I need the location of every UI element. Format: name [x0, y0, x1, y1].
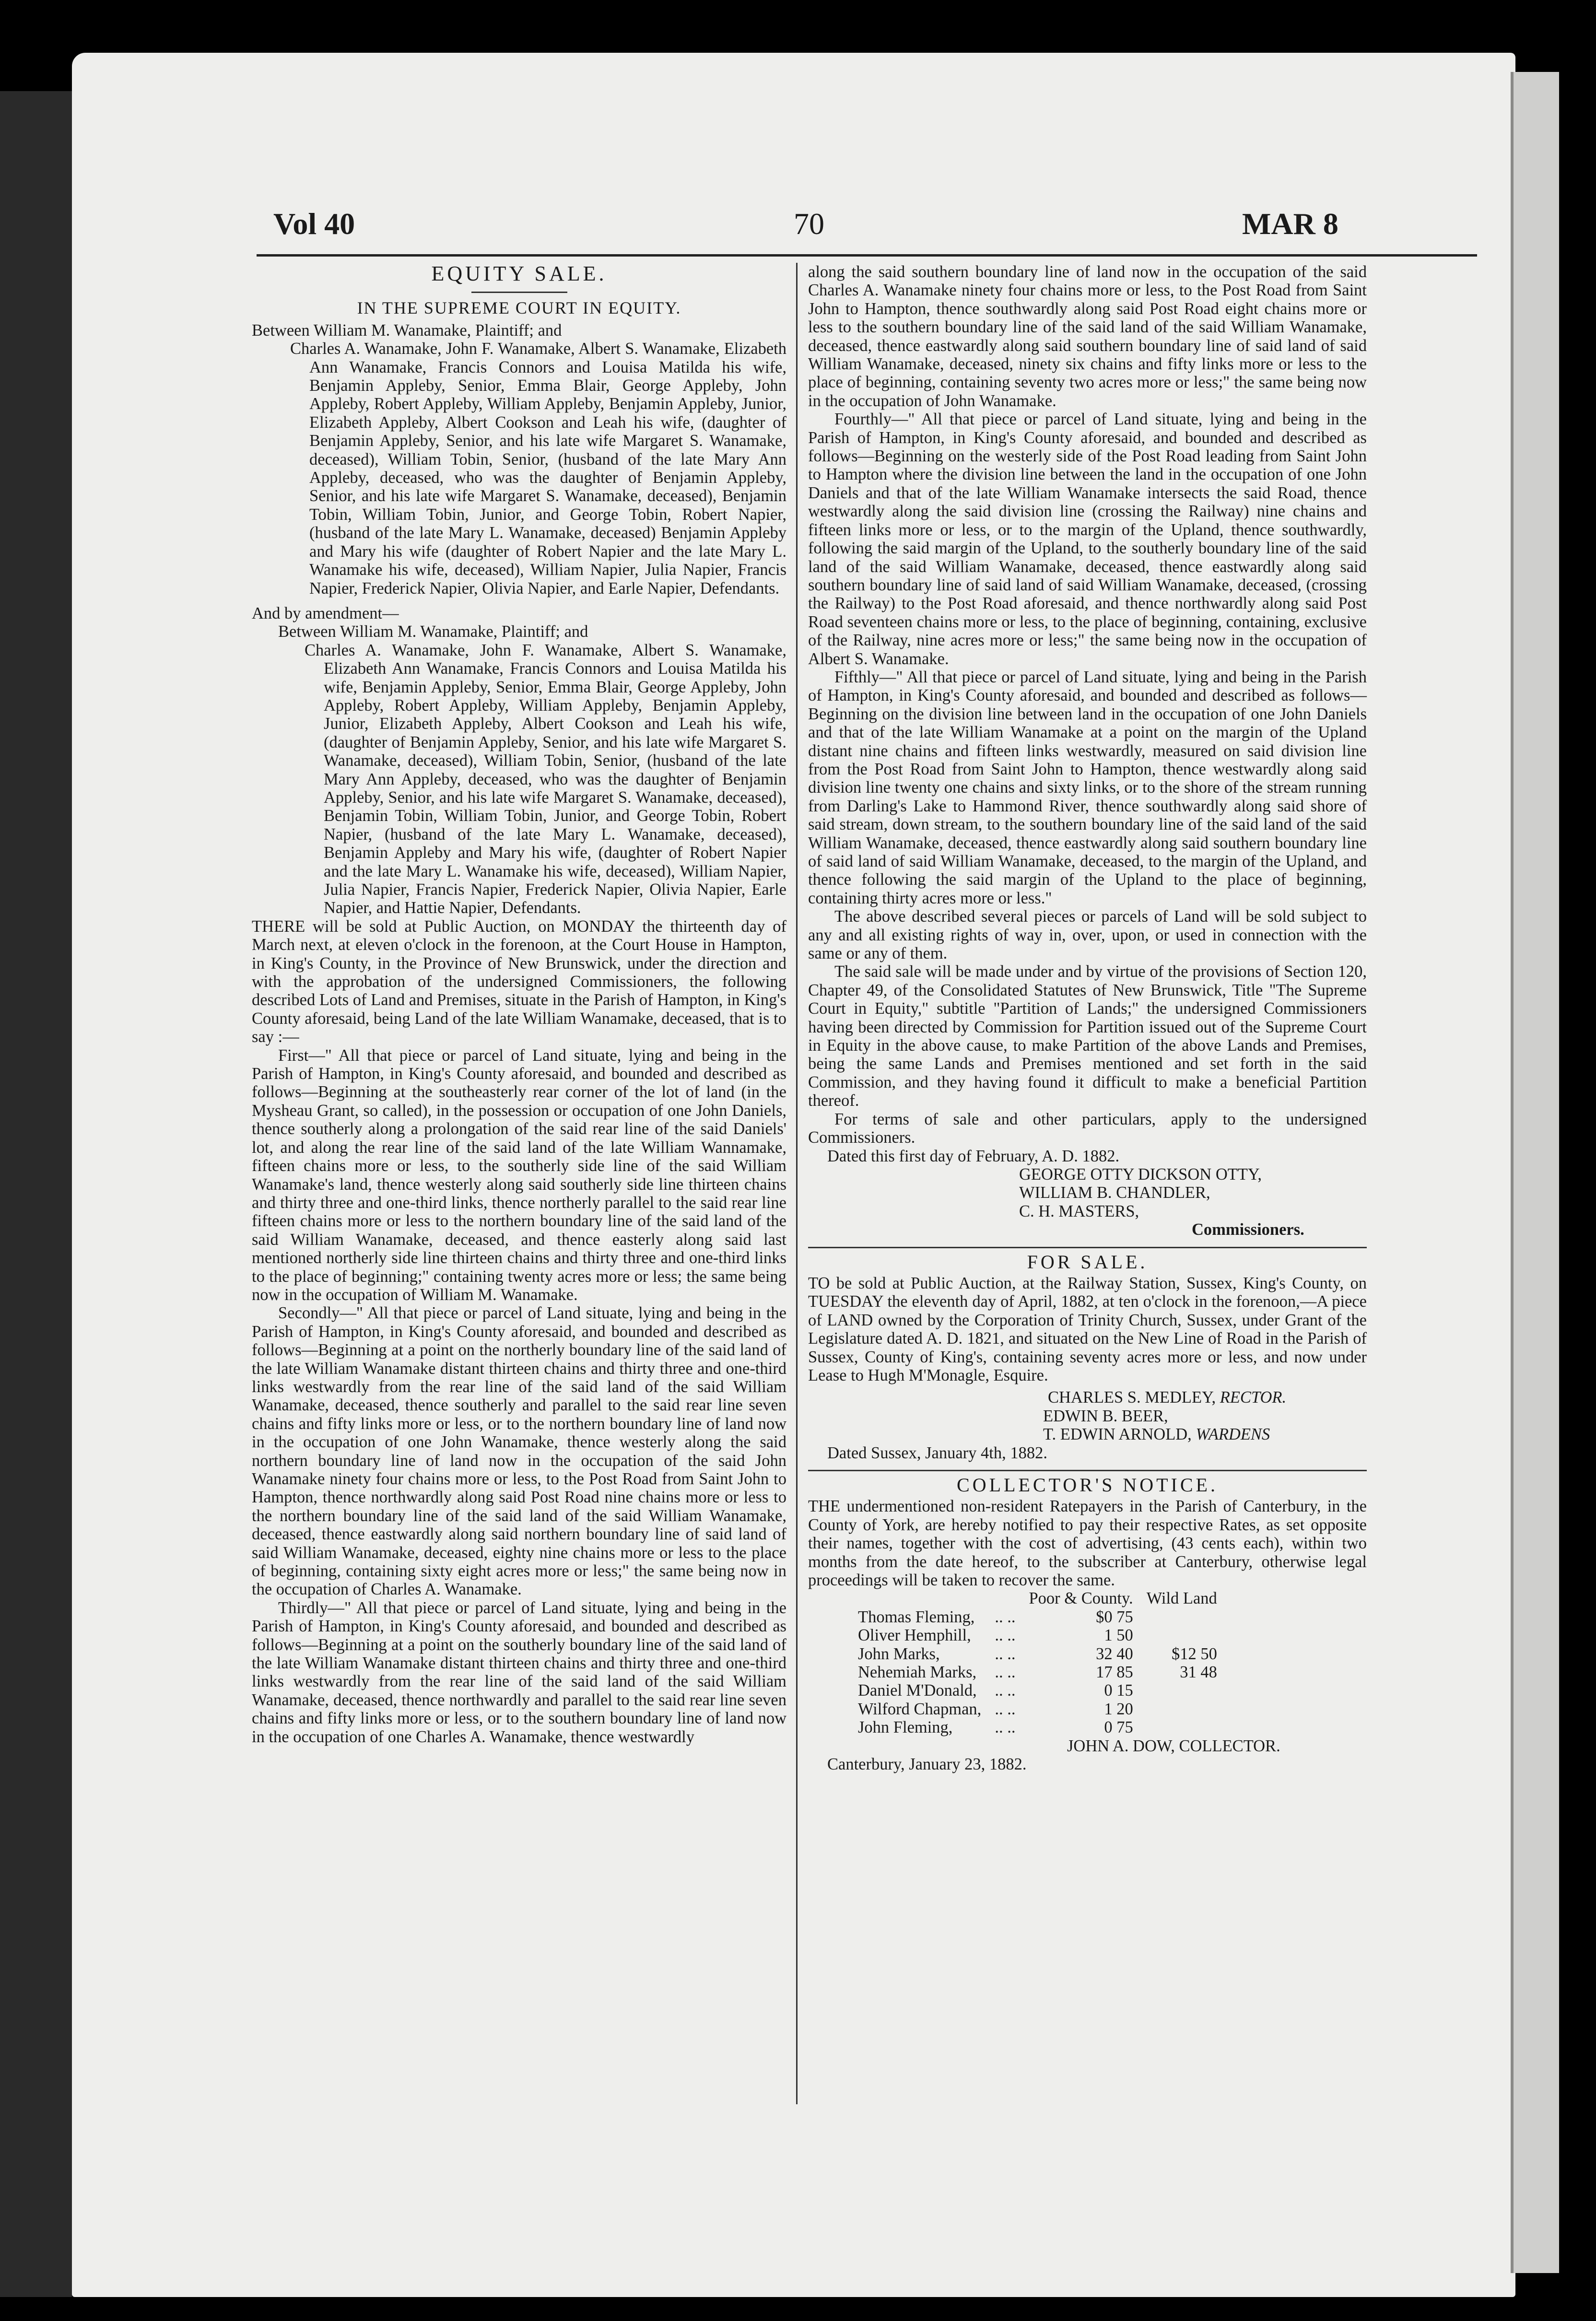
for-sale-text: TO be sold at Public Auction, at the Railway Station, Sussex, King's County, on TUESDAY the eleventh day of April, 1882, at ten o'clock in the forenoon,—A piece of LAND owned by the Corporation of Trinity Church, Sussex, under Grant of the Legislature dated A. D. 1821, and situated on the New Line of Road in the Parish of Sussex, County of King's, containing seventy acres more or less, and now under Lease to Hugh M'Monagle, Esquire.: [808, 1274, 1367, 1384]
poor-rate: 32 40: [1096, 1644, 1133, 1663]
first-lot: First—" All that piece or parcel of Land situate, lying and being in the Parish of Hampton, in King's County aforesaid, and bounded and described as follows—Beginning at the southeasterly rear corner of the lot of land (in the Mysheau Grant, so called), in the possession or occupation of one John Daniels, thence southerly along a prolongation of the said rear line of the said Daniels' lot, and along the rear line of the said land of the late William Wannamake, fifteen chains more or less, to the southerly side line of the said William Wanamake's land, thence westerly along said southerly side line thirteen chains and thirty three and one-third links, thence northerly parallel to the said rear line fifteen chains more or less to the northern boundary line of the said land of the said William Wanamake, deceased, and thence easterly along said last mentioned northerly side line thirteen chains and thirty three and one-third links to the place of beginning;" containing twenty acres more or less; the same being now in the occupation of William M. Wanamake.: [252, 1046, 786, 1304]
ratepayer-name: Oliver Hemphill,: [858, 1626, 971, 1645]
ratepayer-name: Nehemiah Marks,: [858, 1663, 977, 1682]
commissioner-2: WILLIAM B. CHANDLER,: [1019, 1184, 1210, 1202]
ratepayer-name: Daniel M'Donald,: [858, 1681, 977, 1700]
page-number: 70: [794, 207, 824, 241]
for-sale-dated: Dated Sussex, January 4th, 1882.: [827, 1443, 1047, 1462]
between-plaintiff-amended: Between William M. Wanamake, Plaintiff; and: [278, 622, 588, 641]
table-header-row: [851, 1589, 1224, 1607]
amendment-label: And by amendment—: [252, 604, 399, 622]
third-lot: Thirdly—" All that piece or parcel of Land situate, lying and being in the Parish of Hampton, in King's County aforesaid, and bounded and described as follows—Beginning at a point on the southerly boundary line of the said land of the late William Wanamake distant thirteen chains and thirty three and one-third links westwardly from the rear line of the said land of the said William Wanamake, deceased, thence northwardly and parallel to the said rear line seven chains and fifty links more or less, or to the southern boundary line of land now in the occupation of one Charles A. Wanamake, thence westwardly: [252, 1598, 786, 1746]
leader-dots: .. ..: [995, 1626, 1016, 1645]
rector-name: CHARLES S. MEDLEY,: [1048, 1388, 1216, 1407]
equity-dated: Dated this first day of February, A. D. 1882.: [827, 1147, 1120, 1165]
second-lot: Secondly—" All that piece or parcel of Land situate, lying and being in the Parish of Hampton, in King's County aforesaid, and bounded and described as follows—Beginning at a point on the northerly boundary line of the said land of the late William Wanamake distant thirteen chains and thirty three and one-third links westwardly from the rear line of the said land of the said William Wanamake, deceased, thence southerly and parallel to the said rear line seven chains and fifty links more or less, or to the northern boundary line of land now in the occupation of one John Wanamake, thence westerly along the said northern boundary line of land now in the occupation of the said John Wanamake ninety four chains more or less, to the Post Road from Saint John to Hampton, thence northwardly along said Post Road nine chains more or less to the northern boundary line of the said land of the said William Wanamake, deceased, thence eastwardly along said northern boundary line of said land of said William Wanamake, deceased, eighty nine chains more or less to the place of beginning, containing sixty eight acres more or less;" the same being now in the occupation of Charles A. Wanamake.: [252, 1304, 786, 1599]
section-rule-2: [808, 1470, 1367, 1471]
defendants-list: Charles A. Wanamake, John F. Wanamake, Albert S. Wanamake, Elizabeth Ann Wanamake, Francis Connors and Louisa Matilda his wife, Benjamin Appleby, Senior, Emma Blair, George Appleby, John Appleby, Robert Appleby, William Appleby, Benjamin Appleby, Junior, Elizabeth Appleby, Albert Cookson and Leah his wife, (daughter of Benjamin Appleby, Senior, and his late wife Margaret S. Wanamake, deceased), William Tobin, Senior, (husband of the late Mary Ann Appleby, deceased, who was the daughter of Benjamin Appleby, Senior, and his late wife Margaret S. Wanamake, deceased), Benjamin Tobin, William Tobin, Junior, and George Tobin, Robert Napier, (husband of the late Mary L. Wanamake, deceased) Benjamin Appleby and Mary his wife (daughter of Robert Napier and the late Mary L. Wanamake his wife, deceased), William Napier, Julia Napier, Francis Napier, Frederick Napier, Olivia Napier, and Earle Napier, Defendants.: [290, 340, 786, 598]
table-row: [851, 1608, 1224, 1626]
table-row: [851, 1700, 1224, 1718]
volume-label: Vol 40: [273, 207, 355, 241]
table-row: [851, 1718, 1224, 1736]
rector-label: RECTOR.: [1220, 1388, 1287, 1407]
wild-rate: [1140, 1681, 1224, 1700]
ratepayer-name: Thomas Fleming,: [858, 1607, 975, 1626]
ratepayer-table: [851, 1589, 1224, 1736]
wild-rate: $12 50: [1171, 1644, 1217, 1663]
col-header-wild: Wild Land: [1146, 1589, 1217, 1608]
collector-signature: JOHN A. DOW, COLLECTOR.: [1067, 1736, 1280, 1755]
warden-2: T. EDWIN ARNOLD,: [1043, 1425, 1192, 1444]
left-column: [252, 263, 786, 1746]
collector-notice-text: THE undermentioned non-resident Ratepayers in the Parish of Canterbury, in the County of York, are hereby notified to pay their respective Rates, as set opposite their names, together with the cost of advertising, (43 cents each), within two months from the date hereof, to the subscriber at Canterbury, otherwise legal proceedings will be taken to recover the same.: [808, 1497, 1367, 1590]
court-subtitle: IN THE SUPREME COURT IN EQUITY.: [357, 298, 681, 318]
leader-dots: .. ..: [995, 1663, 1016, 1682]
page-header: [273, 206, 1463, 249]
collector-dated: Canterbury, January 23, 1882.: [827, 1755, 1027, 1774]
leader-dots: .. ..: [995, 1607, 1016, 1626]
equity-sale-title: EQUITY SALE.: [431, 262, 607, 285]
ratepayer-name: John Fleming,: [858, 1718, 953, 1737]
poor-rate: 1 50: [1104, 1626, 1133, 1645]
poor-rate: $0 75: [1096, 1607, 1133, 1626]
section-rule: [808, 1247, 1367, 1248]
poor-rate: 0 15: [1104, 1681, 1133, 1700]
fifth-lot: Fifthly—" All that piece or parcel of Land situate, lying and being in the Parish of Hampton, in King's County aforesaid, and bounded and described as follows—Beginning on the division line between land in the occupation of one John Daniels and that of the late William Wanamake at a point on the margin of the Upland distant nine chains and fifteen links westwardly, measured on said division line from the Post Road from Saint John to Hampton, thence westwardly along said division line twenty one chains and sixty links, or to the shore of the stream running from Darling's Lake to Hammond River, thence southwardly along said shore of said stream, down stream, to the southern boundary line of the said land of the said William Wanamake, deceased, thence eastwardly along said southern boundary line of said land of said William Wanamake, deceased, to the margin of the Upland, and thence following the said margin of the Upland to the place of beginning, containing thirty acres more or less.": [808, 668, 1367, 907]
table-row: [851, 1645, 1224, 1663]
commissioner-3: C. H. MASTERS,: [1019, 1202, 1139, 1220]
scan-border: [0, 91, 72, 2297]
table-row: [851, 1663, 1224, 1681]
between-plaintiff: Between William M. Wanamake, Plaintiff; and: [252, 321, 562, 340]
statute-provisions: The said sale will be made under and by virtue of the provisions of Section 120, Chapter 49, of the Consolidated Statutes of New Brunswick, Title "The Supreme Court in Equity," subtitle "Partition of Lands;" the undersigned Commissioners having been directed by Commission for Partition issued out of the Supreme Court in Equity in the above cause, to make Partition of the above Lands and Premises, being the same Lands and Premises mentioned and set forth in the said Commission, and they having found it difficult to make a beneficial Partition thereof.: [808, 962, 1367, 1110]
leader-dots: .. ..: [995, 1718, 1016, 1737]
poor-rate: 17 85: [1096, 1663, 1133, 1682]
warden-1: EDWIN B. BEER,: [1043, 1407, 1168, 1425]
poor-rate: 0 75: [1104, 1718, 1133, 1737]
fourth-lot: Fourthly—" All that piece or parcel of Land situate, lying and being in the Parish of Hampton, in King's County aforesaid, and bounded and described as follows—Beginning on the westerly side of the Post Road leading from Saint John to Hampton where the division line between the land in the occupation of one John Daniels and that of the late William Wanamake intersects the said Road, thence westwardly along the said division line (crossing the Railway) nine chains and fifteen links more or less, or to the margin of the Upland, thence southwardly, following the said margin of the Upland, to the southerly boundary line of the said land of the said William Wanamake, deceased, thence eastwardly along said southern boundary line of said land of said William Wanamake, deceased, (crossing the Railway) to the Post Road aforesaid, and thence northwardly along said Post Road seventeen chains more or less, to the place of beginning, containing, exclusive of the Railway, nine acres more or less;" the same being now in the occupation of Albert S. Wanamake.: [808, 410, 1367, 668]
header-rule: [257, 254, 1477, 257]
for-sale-title: FOR SALE.: [1027, 1251, 1148, 1273]
table-row: [851, 1626, 1224, 1644]
warden-line: [808, 1425, 1367, 1443]
col-header-poor: Poor & County.: [1029, 1589, 1133, 1608]
third-lot-continued: along the said southern boundary line of land now in the occupation of the said Charles A. Wanamake ninety four chains more or less, to the Post Road from Saint John to Hampton, thence southwardly along said Post Road eight chains more or less to the southern boundary line of the said land of the said William Wanamake, deceased, thence eastwardly along said southern boundary line of said land of said William Wanamake, deceased, ninety six chains and fifty links more or less to the place of beginning, containing seventy two acres more or less;" the same being now in the occupation of John Wanamake.: [808, 263, 1367, 410]
terms-of-sale: For terms of sale and other particulars, apply to the undersigned Commissioners.: [808, 1110, 1367, 1147]
leader-dots: .. ..: [995, 1681, 1016, 1700]
table-row: [851, 1681, 1224, 1700]
collector-notice-title: COLLECTOR'S NOTICE.: [957, 1474, 1218, 1496]
leader-dots: .. ..: [995, 1644, 1016, 1663]
ratepayer-name: John Marks,: [858, 1644, 940, 1663]
issue-date: MAR 8: [1242, 207, 1338, 241]
commissioner-1: GEORGE OTTY DICKSON OTTY,: [1019, 1165, 1262, 1184]
page-stack-edge: [1511, 72, 1559, 2273]
poor-rate: 1 20: [1104, 1700, 1133, 1718]
leader-dots: .. ..: [995, 1700, 1016, 1718]
wild-rate: [1140, 1626, 1224, 1644]
rights-of-way-note: The above described several pieces or parcels of Land will be sold subject to any and all existing rights of way in, over, upon, or used in connection with the same or any of them.: [808, 907, 1367, 963]
wild-rate: [1140, 1700, 1224, 1718]
rector-line: [808, 1388, 1367, 1407]
commissioners-label: Commissioners.: [1192, 1220, 1304, 1239]
wild-rate: [1140, 1608, 1224, 1626]
wild-rate: [1140, 1718, 1224, 1736]
ratepayer-name: Wilford Chapman,: [858, 1700, 982, 1718]
wardens-label: WARDENS: [1196, 1425, 1270, 1444]
title-rule: [471, 292, 567, 293]
wild-rate: 31 48: [1180, 1663, 1217, 1682]
column-divider: [796, 263, 798, 2104]
defendants-list-amended: Charles A. Wanamake, John F. Wanamake, Albert S. Wanamake, Elizabeth Ann Wanamake, Francis Connors and Louisa Matilda his wife, Benjamin Appleby, Senior, Emma Blair, George Appleby, John Appleby, Robert Appleby, William Appleby, Benjamin Appleby, Junior, Elizabeth Appleby, Albert Cookson and Leah his wife, (daughter of Benjamin Appleby, Senior, and his late wife Margaret S. Wanamake, deceased), William Tobin, Senior, (husband of the late Mary Ann Appleby, deceased, who was the daughter of Benjamin Appleby, Senior, and his late wife Margaret S. Wanamake, deceased), Benjamin Tobin, William Tobin, Junior, and George Tobin, Robert Napier, (husband of the late Mary L. Wanamake, deceased), Benjamin Appleby and Mary his wife, (daughter of Robert Napier and the late Mary L. Wanamake his wife, deceased), William Napier, Julia Napier, Francis Napier, Frederick Napier, Olivia Napier, Earle Napier, and Hattie Napier, Defendants.: [305, 641, 786, 917]
right-column: [808, 263, 1367, 1774]
sale-intro: THERE will be sold at Public Auction, on MONDAY the thirteenth day of March next, at eleven o'clock in the forenoon, at the Court House in Hampton, in King's County, in the Province of New Brunswick, under the direction and with the approbation of the undersigned Commissioners, the following described Lots of Land and Premises, situate in the Parish of Hampton, in King's County aforesaid, being Land of the late William Wanamake, deceased, that is to say :—: [252, 917, 786, 1046]
